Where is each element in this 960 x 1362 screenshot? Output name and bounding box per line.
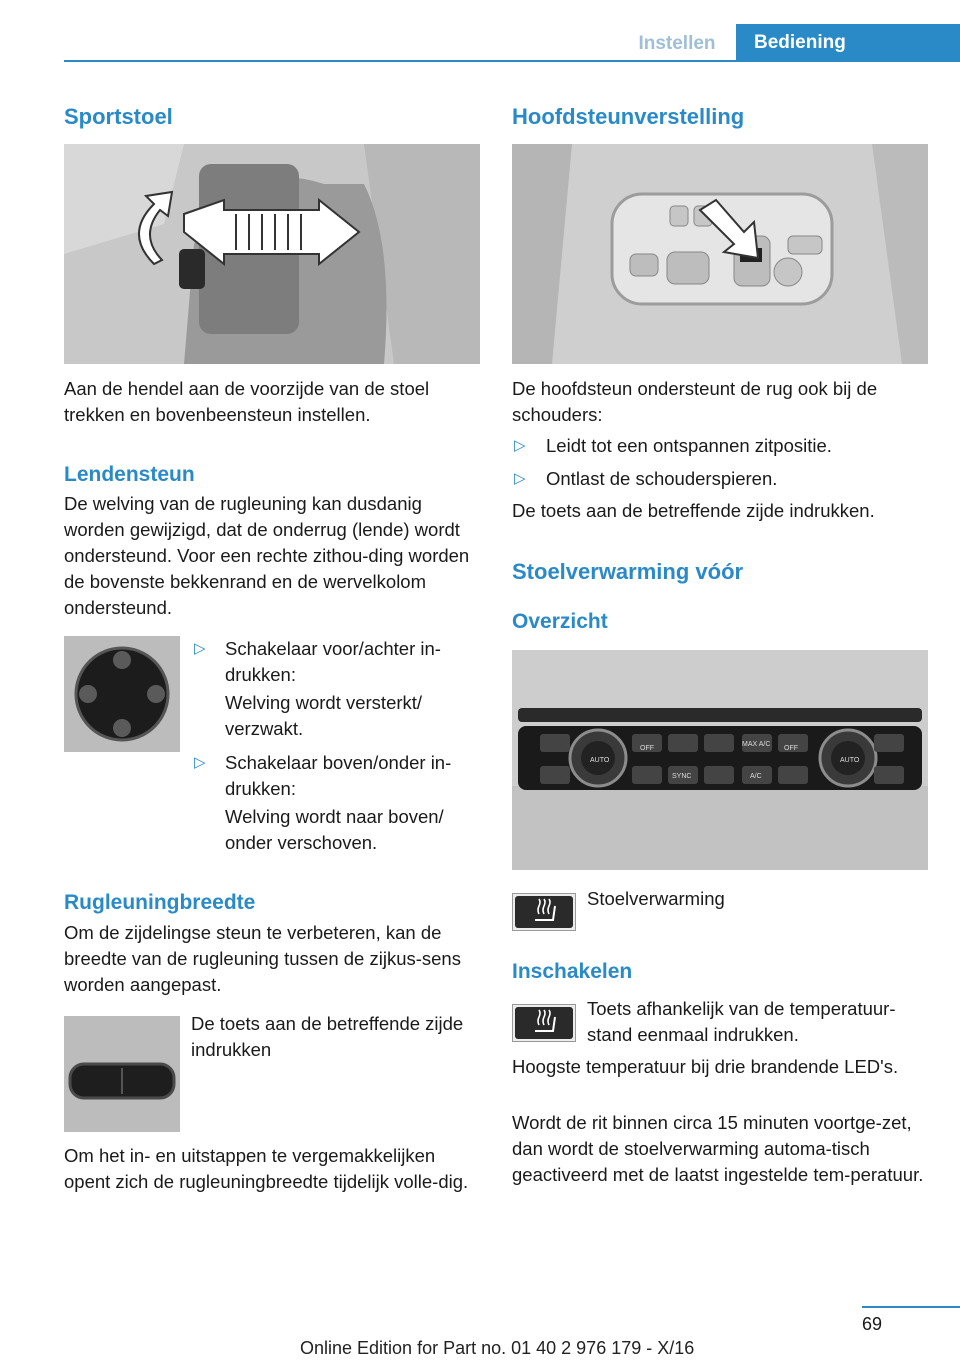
seat-heating-icon [512,1004,576,1042]
hoofdsteun-bullet-2: Ontlast de schouderspieren. [546,468,778,489]
seat-heating-icon [512,893,576,931]
panel-label-max-ac: MAX A/C [742,741,771,748]
bullet-triangle-icon: ▷ [194,754,206,771]
lendensteun-switch-image [64,636,180,752]
rugleuning-button-image [64,1016,180,1132]
hoofdsteun-text-2: De toets aan de betreffende zijde indrukken. [512,500,875,521]
lendensteun-heading: Lendensteun [64,463,195,486]
bullet-triangle-icon: ▷ [514,470,526,487]
footer-edition: Online Edition for Part no. 01 40 2 976 179 - X/16 [300,1338,695,1358]
header-rule [64,60,960,62]
page-number: 69 [862,1314,883,1334]
bullet-triangle-icon: ▷ [194,640,206,657]
lendensteun-bullet-2-sub: Welving wordt naar boven/ onder verschoven. [225,806,444,853]
lendensteun-bullet-2: Schakelaar boven/onder in-drukken: [225,752,452,799]
hoofdsteun-heading: Hoofdsteunverstelling [512,104,745,129]
panel-label-auto-right: AUTO [840,757,860,764]
rugleuning-button-text: De toets aan de betreffende zijde indrukken [191,1013,464,1060]
text-led: Hoogste temperatuur bij drie brandende LED's. [512,1056,899,1077]
overzicht-heading: Overzicht [512,610,608,633]
panel-label-off-right: OFF [784,745,798,752]
sportstoel-heading: Sportstoel [64,104,173,129]
stoelverwarming-heading: Stoelverwarming vóór [512,559,744,584]
rugleuningbreedte-text-2: Om het in- en uitstappen te vergemakkelijken opent zich de rugleuningbreedte tijdelijk volle-dig. [64,1145,469,1192]
sportstoel-text: Aan de hendel aan de voorzijde van de stoel trekken en bovenbeensteun instellen. [64,378,430,425]
inschakelen-heading: Inschakelen [512,960,633,983]
lendensteun-bullet-1-sub: Welving wordt versterkt/ verzwakt. [225,692,423,739]
stoelverwarming-label: Stoelverwarming [587,888,725,909]
rugleuningbreedte-heading: Rugleuningbreedte [64,891,256,914]
lendensteun-text: De welving van de rugleuning kan dusdanig worden gewijzigd, dat de onderrug (lende) wordt ondersteund. Voor een rechte zithou-ding worden de bovenste bekkenrand en de wervelkolom ondersteund. [64,493,470,618]
tab-bediening[interactable]: Bediening [736,24,960,62]
hoofdsteun-bullet-1: Leidt tot een ontspannen zitpositie. [546,435,832,456]
hoofdsteun-image [512,144,928,364]
hoofdsteun-text: De hoofdsteun ondersteunt de rug ook bij de schouders: [512,378,878,425]
inschakelen-text: Toets afhankelijk van de temperatuur-stand eenmaal indrukken. [587,998,896,1045]
sportstoel-image [64,144,480,364]
footer-rule [862,1306,960,1308]
lendensteun-bullet-1: Schakelaar voor/achter in-drukken: [225,638,441,685]
panel-label-off-left: OFF [640,745,654,752]
panel-label-auto-left: AUTO [590,757,610,764]
panel-label-sync: SYNC [672,773,692,780]
climate-panel-image [512,650,928,870]
panel-label-ac: A/C [750,773,762,780]
bullet-triangle-icon: ▷ [514,437,526,454]
tab-instellen[interactable]: Instellen [638,33,716,54]
text-rit: Wordt de rit binnen circa 15 minuten voortge-zet, dan wordt de stoelverwarming automa-tisch geactiveerd met de laatst ingestelde tem-peratuur. [512,1112,924,1185]
rugleuningbreedte-text: Om de zijdelingse steun te verbeteren, kan de breedte van de rugleuning tussen de zijkus-sens worden aangepast. [64,922,461,995]
